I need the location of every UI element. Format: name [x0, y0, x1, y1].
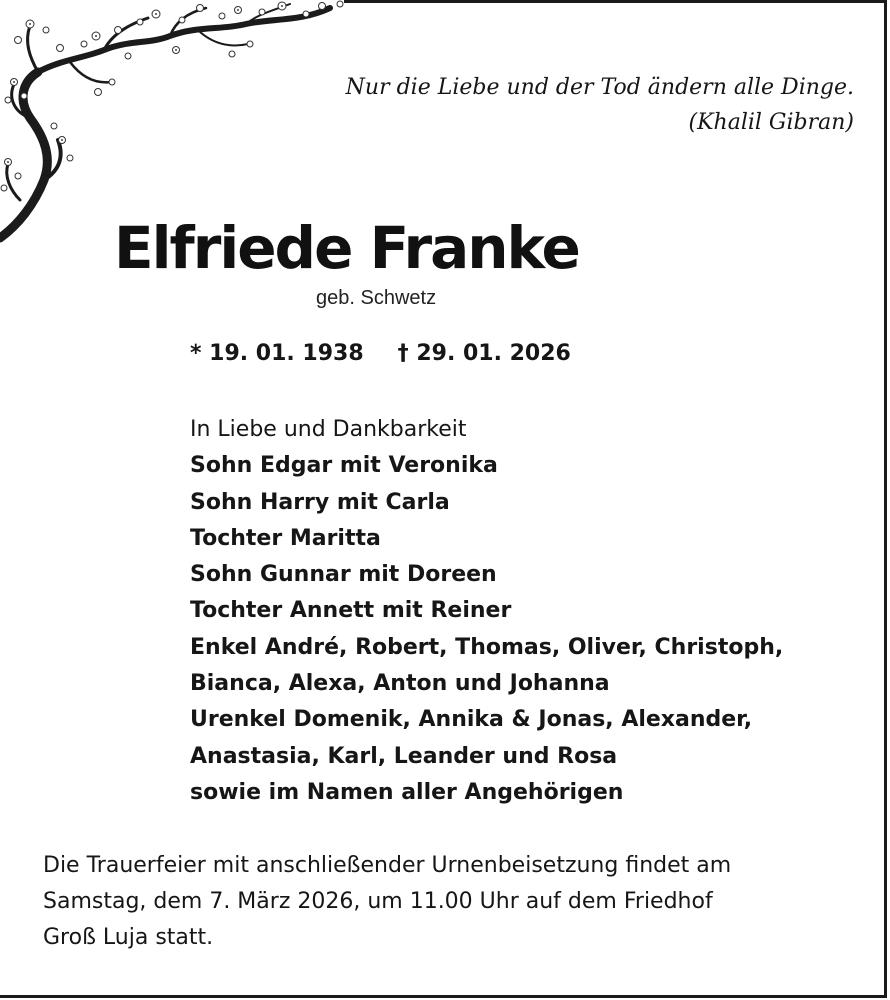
- death-date: † 29. 01. 2026: [397, 341, 571, 366]
- birth-name: geb. Schwetz: [316, 287, 437, 309]
- mourner-line: Sohn Edgar mit Veronika: [190, 453, 498, 479]
- mourner-line: Tochter Annett mit Reiner: [190, 598, 512, 624]
- frame-top-border: [344, 0, 887, 3]
- mourners-list: [190, 412, 860, 811]
- life-dates: [190, 336, 571, 372]
- quote-text: Nur die Liebe und der Tod ändern alle Dinge.: [345, 75, 854, 100]
- notice-line: Samstag, dem 7. März 2026, um 11.00 Uhr auf dem Friedhof: [43, 889, 713, 914]
- notice-line: Die Trauerfeier mit anschließender Urnenbeisetzung findet am: [43, 853, 732, 878]
- mourner-line: sowie im Namen aller Angehörigen: [190, 779, 624, 805]
- birth-date: * 19. 01. 1938: [190, 341, 364, 366]
- deceased-name: Elfriede Franke: [114, 214, 579, 282]
- mourner-line: Tochter Maritta: [190, 525, 381, 551]
- quote-block: [346, 70, 854, 140]
- mourner-line: Sohn Harry mit Carla: [190, 489, 450, 515]
- mourner-line: Urenkel Domenik, Annika & Jonas, Alexander,: [190, 707, 753, 733]
- notice-line: Groß Luja statt.: [43, 925, 214, 950]
- mourner-line: Enkel André, Robert, Thomas, Oliver, Christoph,: [190, 634, 784, 660]
- mourner-line: Anastasia, Karl, Leander und Rosa: [190, 743, 618, 769]
- mourner-line: Bianca, Alexa, Anton und Johanna: [190, 671, 610, 697]
- quote-author: (Khalil Gibran): [688, 110, 854, 135]
- funeral-notice: [43, 848, 863, 956]
- mourner-line: Sohn Gunnar mit Doreen: [190, 562, 497, 588]
- mourners-intro: In Liebe und Dankbarkeit: [190, 417, 467, 442]
